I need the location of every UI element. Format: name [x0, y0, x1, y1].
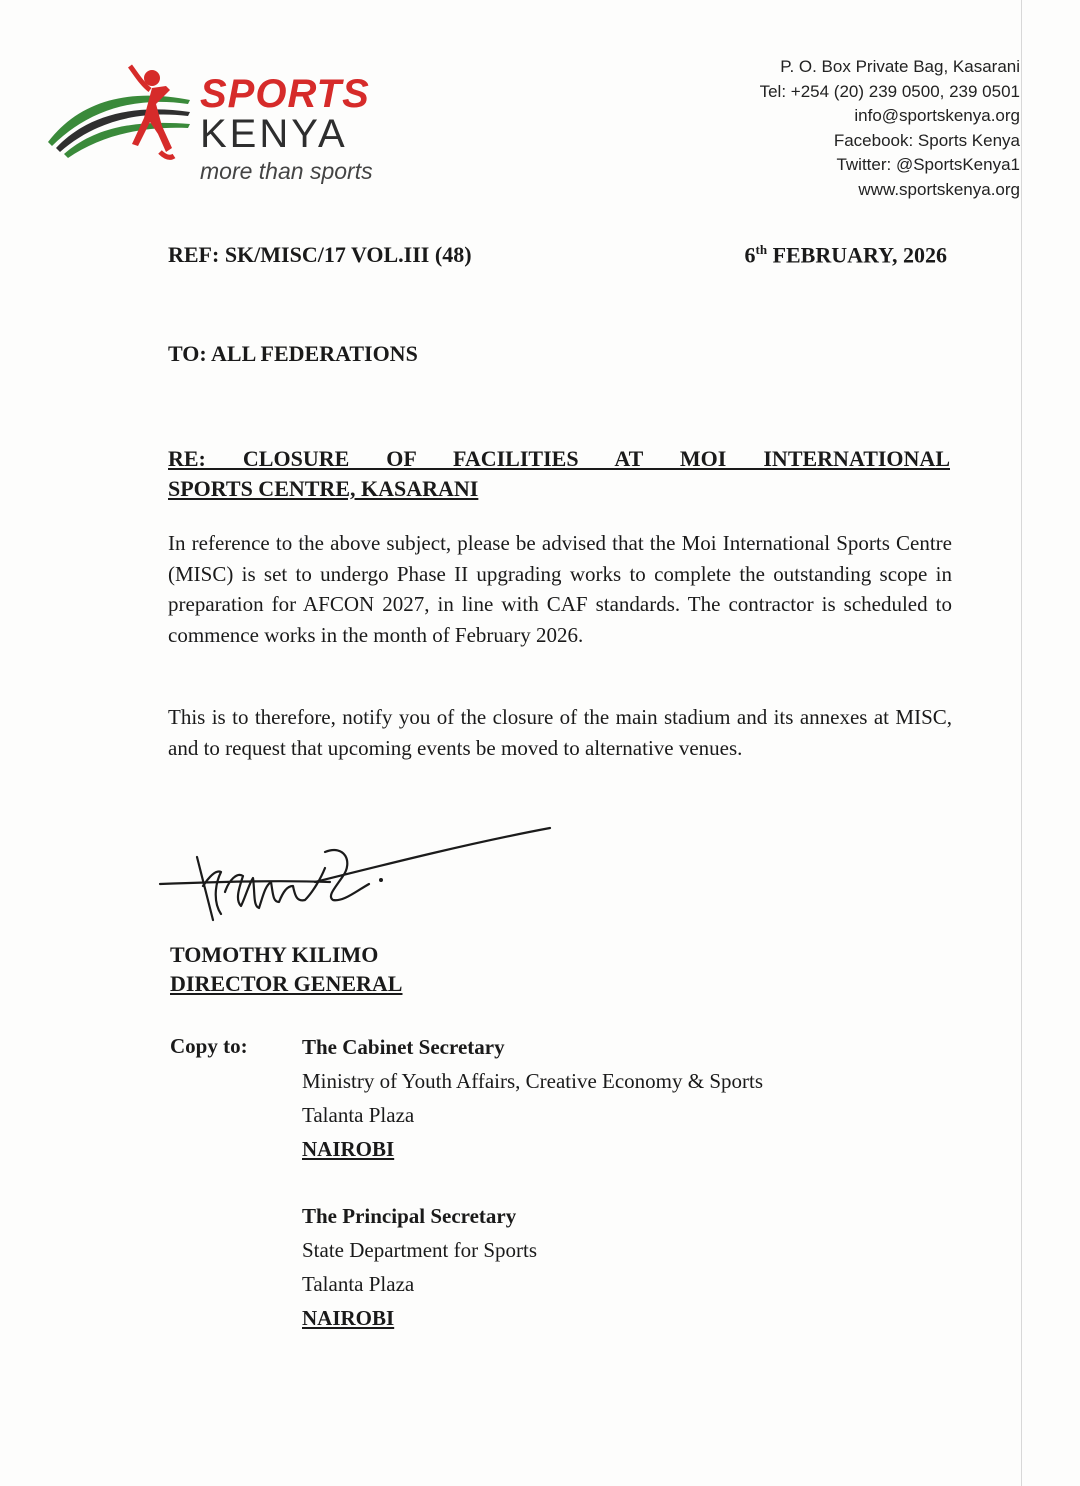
- contact-twitter: Twitter: @SportsKenya1: [836, 155, 1020, 174]
- contact-email: info@sportskenya.org: [854, 106, 1020, 125]
- copy-recipient-1: [302, 1030, 763, 1166]
- copy-to-label: Copy to:: [170, 1034, 248, 1058]
- subject-line-1: RE: CLOSURE OF FACILITIES AT MOI INTERNATIONAL: [168, 446, 950, 471]
- body-paragraph-1: In reference to the above subject, please be advised that the Moi International Sports Centre (MISC) is set to undergo Phase II upgrading works to complete the outstanding scope in preparation for AFCON 2027, in line with CAF standards. The contractor is scheduled to commence works in the month of February 2026.: [168, 531, 952, 647]
- copy-recipient-2: [302, 1199, 537, 1335]
- copy-recipient-name: The Cabinet Secretary: [302, 1035, 505, 1059]
- subject-line-2: SPORTS CENTRE, KASARANI: [168, 476, 479, 501]
- contact-address: P. O. Box Private Bag, Kasarani: [780, 57, 1020, 76]
- logo-tagline: more than sports: [200, 158, 373, 184]
- signatory-block: [170, 940, 402, 998]
- logo-wordmark-sports: SPORTS: [200, 72, 370, 116]
- copy-recipient-line1: Ministry of Youth Affairs, Creative Economy & Sports: [302, 1069, 764, 1093]
- body-paragraph-2: This is to therefore, notify you of the closure of the main stadium and its annexes at MISC, and to request that upcoming events be moved to alternative venues.: [168, 705, 952, 760]
- contact-phone: Tel: +254 (20) 239 0500, 239 0501: [759, 81, 1020, 101]
- copy-recipient-name: The Principal Secretary: [302, 1204, 517, 1228]
- logo-wordmark-kenya: KENYA: [200, 112, 348, 156]
- copy-recipient-line1: State Department for Sports: [302, 1238, 538, 1262]
- copy-recipient-line2: Talanta Plaza: [302, 1272, 415, 1296]
- copy-recipient-line2: Talanta Plaza: [302, 1103, 415, 1127]
- scan-edge-line: [1021, 0, 1022, 1486]
- sports-kenya-logo: [40, 60, 420, 200]
- copy-recipient-city: NAIROBI: [302, 1306, 395, 1330]
- letter-date: 6th FEBRUARY, 2026: [744, 242, 947, 268]
- contact-website: www.sportskenya.org: [858, 179, 1020, 199]
- contact-block: [760, 55, 1020, 202]
- recipient-line: TO: ALL FEDERATIONS: [168, 341, 418, 366]
- copy-recipient-city: NAIROBI: [302, 1137, 395, 1161]
- reference-number: REF: SK/MISC/17 VOL.III (48): [168, 242, 472, 267]
- signatory-title: DIRECTOR GENERAL: [170, 971, 403, 996]
- signatory-name: TOMOTHY KILIMO: [170, 942, 379, 967]
- contact-facebook: Facebook: Sports Kenya: [833, 130, 1020, 150]
- athlete-swoosh-icon: [40, 60, 200, 170]
- subject-heading: [168, 444, 950, 504]
- handwritten-signature: [155, 822, 555, 932]
